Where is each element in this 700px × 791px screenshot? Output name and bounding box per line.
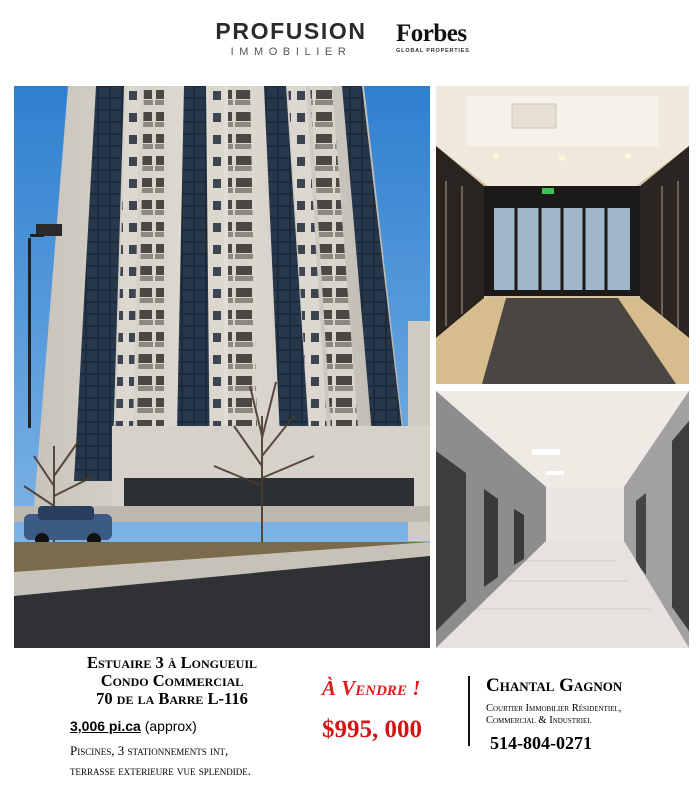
price: $995, 000: [322, 716, 422, 743]
forbes-logo: [396, 20, 476, 54]
forbes-logo-subtext: GLOBAL PROPERTIES: [396, 48, 470, 54]
profusion-logo-subtext: IMMOBILIER: [230, 46, 352, 58]
features-line1: Piscines, 3 stationnements int,: [70, 743, 229, 758]
area-note: (approx): [140, 718, 197, 734]
for-sale-label: À Vendre !: [322, 676, 421, 700]
property-title-line1: Estuaire 3 à Longueuil: [87, 653, 257, 672]
property-area: [70, 718, 197, 735]
lobby-photo: [436, 86, 689, 384]
profusion-logo: [211, 18, 371, 59]
divider: [468, 676, 470, 746]
building-exterior-photo: [14, 86, 430, 648]
profusion-logo-text: PROFUSION: [215, 18, 367, 44]
agent-phone[interactable]: 514-804-0271: [490, 733, 592, 753]
property-features: [70, 741, 251, 781]
hallway-photo: [436, 391, 689, 648]
agent-title-line1: Courtier Immobilier Résidentiel,: [486, 703, 622, 714]
property-title-line3: 70 de la Barre L-116: [96, 689, 248, 708]
property-title: [14, 654, 330, 708]
features-line2: terrasse exterieure vue splendide.: [70, 763, 251, 778]
forbes-logo-text: Forbes: [396, 20, 467, 47]
agent-title: [486, 703, 696, 727]
agent-name: Chantal Gagnon: [486, 675, 623, 696]
agent-title-line2: Commercial & Industriel: [486, 715, 592, 726]
property-title-line2: Condo Commercial: [100, 671, 244, 690]
area-value: 3,006 pi.ca: [70, 718, 141, 734]
